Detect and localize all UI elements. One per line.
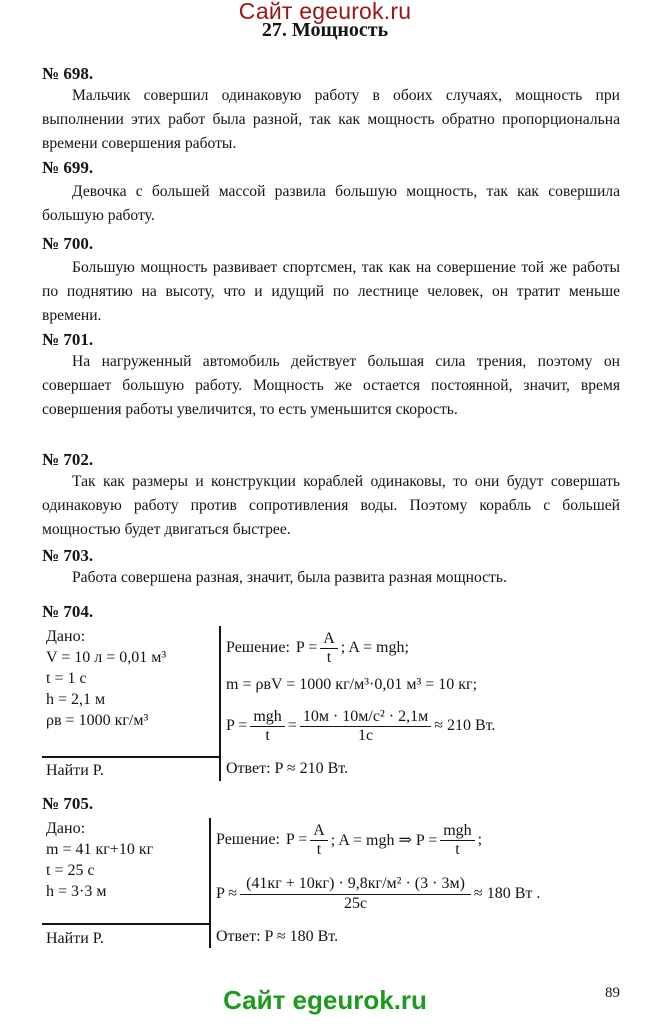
- given-item: t = 25 с: [46, 862, 95, 879]
- equals-sign: =: [287, 717, 297, 734]
- formula-lhs: P =: [295, 639, 318, 656]
- fraction-numerator: A: [320, 631, 338, 649]
- given-item: ρв = 1000 кг/м³: [46, 712, 149, 729]
- given-label: Дано:: [46, 820, 86, 837]
- solution-line-1-704: [226, 628, 409, 668]
- problem-text-703: Работа совершена разная, значит, была развита разная мощность.: [72, 569, 507, 586]
- fraction-denominator: t: [265, 726, 270, 744]
- problem-number-702: № 702.: [42, 450, 94, 469]
- divider-horizontal: [42, 923, 210, 925]
- fraction-denominator: 1с: [357, 726, 374, 744]
- fraction-numerator: 10м · 10м/с² · 2,1м: [300, 709, 431, 727]
- page-number: 89: [605, 985, 620, 1001]
- chapter-title: 27. Мощность: [261, 19, 389, 41]
- problem-number-703: № 703.: [42, 546, 94, 565]
- problem-text-702: Так как размеры и конструкции кораблей одинаковы, то они будут совершать одинаковую работу против сопротивления воды. Поэтому корабль с большей мощностью будет двигаться быстрее.: [42, 473, 620, 538]
- answer-text: Ответ: P ≈ 180 Вт.: [216, 928, 339, 945]
- given-item: t = 1 с: [46, 670, 87, 687]
- answer-text: Ответ: P ≈ 210 Вт.: [226, 760, 349, 777]
- problem-number-705: № 705.: [42, 794, 94, 813]
- formula-lhs: P =: [285, 831, 308, 848]
- fraction-denominator: t: [316, 840, 322, 858]
- divider-horizontal: [42, 756, 220, 758]
- fraction: [300, 709, 431, 744]
- fraction-denominator: t: [455, 840, 460, 858]
- solution-line-1-705: [216, 820, 482, 860]
- fraction-numerator: mgh: [440, 823, 474, 841]
- problem-text-701: На нагруженный автомобиль действует большая сила трения, поэтому он совершает большую работу. Мощность же остается постоянной, значит, время совершения работы увеличится, то есть уменьшится скорость.: [42, 353, 620, 418]
- fraction: [240, 876, 471, 912]
- fraction-denominator: 25с: [343, 895, 368, 912]
- given-item: h = 3·3 м: [46, 883, 107, 900]
- find-label-704: Найти P.: [46, 762, 104, 779]
- problem-number-699: № 699.: [42, 158, 94, 177]
- given-item: h = 2,1 м: [46, 691, 106, 708]
- problem-number-700: № 700.: [42, 234, 94, 253]
- fraction: [310, 823, 328, 858]
- fraction-numerator: A: [310, 823, 328, 841]
- formula-text: ; A = mgh ⇒ P =: [330, 832, 438, 849]
- fraction-denominator: t: [326, 648, 332, 666]
- formula-text: ;: [477, 831, 483, 848]
- problem-text-698: Мальчик совершил одинаковую работу в обоих случаях, мощность при выполнении этих работ была разной, так как мощность обратно пропорциональна времени совершения работы.: [42, 87, 620, 152]
- fraction: [440, 823, 474, 858]
- given-item: V = 10 л = 0,01 м³: [46, 649, 167, 666]
- problem-text-700: Большую мощность развивает спортсмен, так как на совершение той же работы по поднятию на высоту, что и идущий по лестнице человек, он тратит меньше времени.: [42, 259, 620, 324]
- fraction: [250, 709, 284, 744]
- problem-number-698: № 698.: [42, 64, 94, 83]
- given-item: m = 41 кг+10 кг: [46, 841, 154, 858]
- divider-vertical: [209, 818, 211, 948]
- formula-text: ; A = mgh;: [340, 639, 409, 656]
- result: ≈ 210 Вт.: [434, 717, 496, 734]
- given-label: Дано:: [46, 628, 86, 645]
- fraction-numerator: (41кг + 10кг) · 9,8кг/м² · (3 · 3м): [240, 876, 471, 895]
- formula-text: m = ρвV = 1000 кг/м³·0,01 м³ = 10 кг;: [226, 676, 478, 693]
- problem-number-704: № 704.: [42, 602, 94, 621]
- solution-label: Решение:: [216, 831, 280, 848]
- formula-lhs: P ≈: [216, 885, 238, 902]
- given-block-704: [46, 626, 166, 731]
- watermark-bottom: Сайт egeurok.ru: [223, 985, 427, 1015]
- solution-line-2-705: [216, 872, 540, 916]
- answer-704: [226, 760, 348, 778]
- formula-lhs: P =: [226, 717, 248, 734]
- problem-text-699: Девочка с большей массой развила большую мощность, так как совершила большую работу.: [42, 183, 620, 224]
- given-block-705: [46, 818, 153, 902]
- solution-label: Решение:: [226, 639, 290, 656]
- result: ≈ 180 Вт .: [473, 885, 541, 902]
- find-label-705: Найти P.: [46, 930, 104, 947]
- watermark-top: Сайт egeurok.ru: [238, 0, 412, 24]
- fraction-numerator: mgh: [250, 709, 284, 727]
- solution-line-2-704: [226, 676, 477, 694]
- fraction: [320, 631, 338, 666]
- problem-number-701: № 701.: [42, 330, 94, 349]
- answer-705: [216, 928, 338, 946]
- solution-line-3-704: [226, 706, 495, 746]
